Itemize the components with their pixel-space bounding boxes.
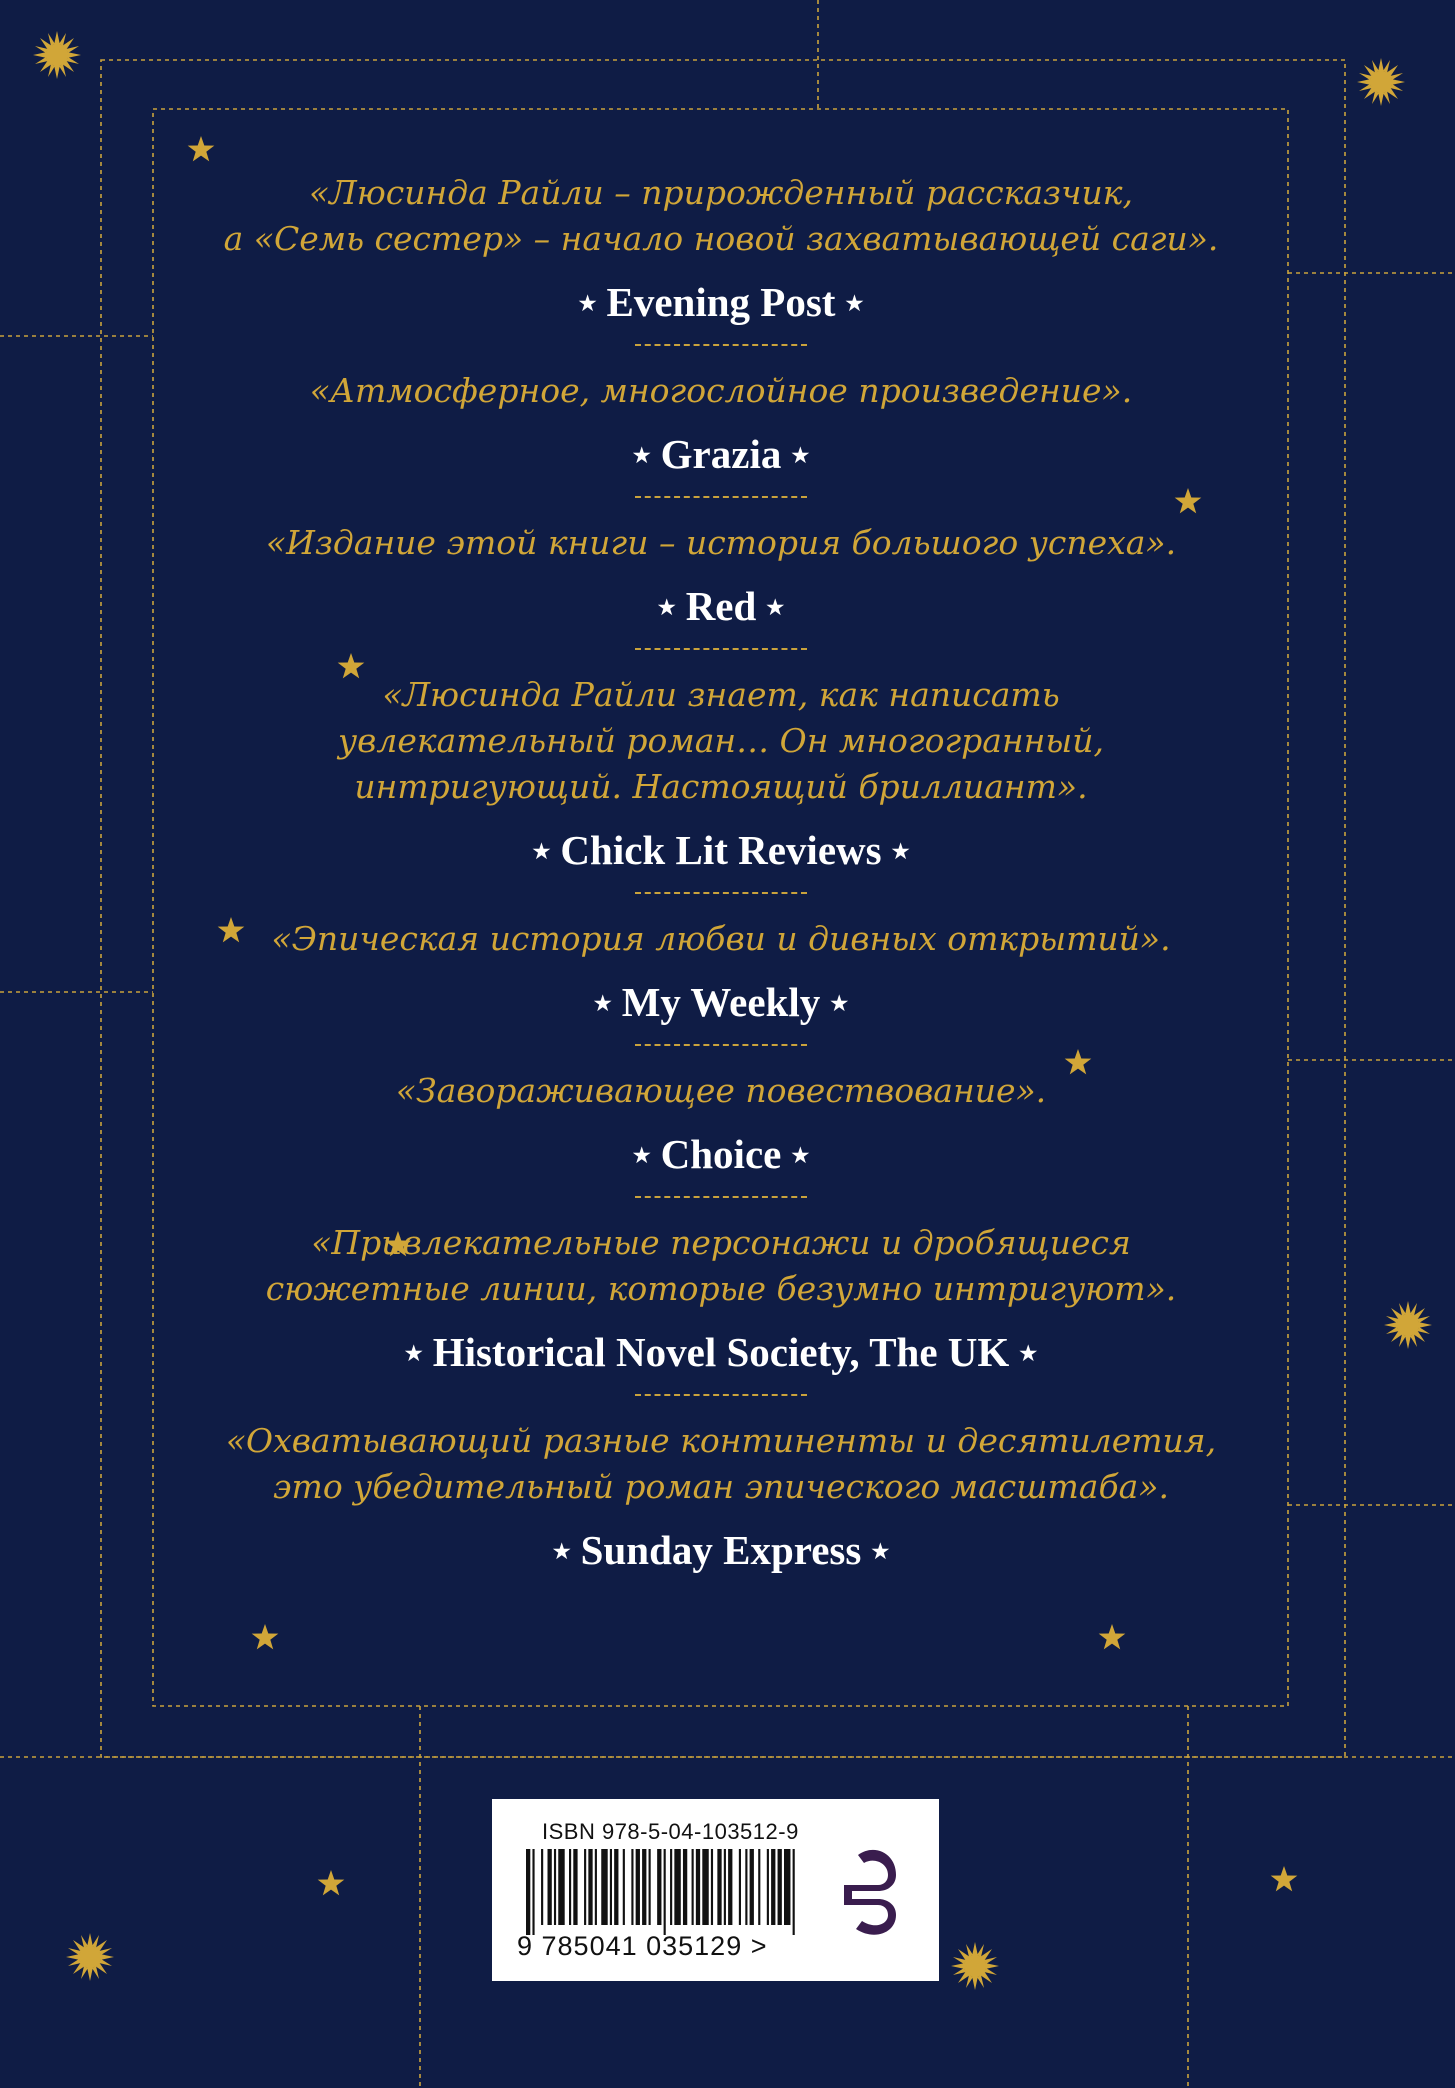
star-icon: ★ <box>766 597 785 619</box>
star-icon: ★ <box>1019 1343 1038 1365</box>
barcode-bar <box>601 1849 607 1925</box>
star-icon: ★ <box>552 1541 571 1563</box>
separator-line <box>635 1044 807 1046</box>
review-quote: «Привлекательные персонажи и дробящиеся сюжетные линии, которые безумно интригуют». <box>265 1223 1177 1308</box>
review-quote: «Люсинда Райли – прирожденный рассказчик, а «Семь сестер» – начало новой захватывающей саги». <box>223 173 1219 258</box>
barcode-bar <box>657 1849 661 1925</box>
separator-line <box>635 648 807 650</box>
review-quote: «Атмосферное, многослойное произведение». <box>309 371 1133 410</box>
barcode-bar <box>664 1849 666 1935</box>
barcode-bar <box>674 1849 680 1925</box>
star-icon: ★ <box>593 993 612 1015</box>
star-icon <box>1099 1624 1126 1649</box>
review-source: ★ Chick Lit Reviews ★ <box>532 827 910 873</box>
star-icon: ★ <box>657 597 676 619</box>
separator-line <box>635 344 807 346</box>
review-item <box>155 916 1287 1030</box>
barcode-bar <box>750 1849 754 1925</box>
review-item <box>155 520 1287 634</box>
barcode-bar <box>711 1849 713 1925</box>
isbn-text: ISBN 978-5-04-103512-9 <box>542 1819 799 1844</box>
sun-burst-icon <box>951 1942 999 1990</box>
barcode-bar <box>649 1849 651 1925</box>
review-source: ★ Red ★ <box>657 583 785 629</box>
review-source: ★ My Weekly ★ <box>593 979 849 1025</box>
review-item <box>155 1220 1287 1380</box>
review-quote: «Охватывающий разные континенты и десятилетия, это убедительный роман эпического масштаба». <box>225 1421 1217 1506</box>
review-quote: «Эпическая история любви и дивных открытий». <box>271 919 1171 958</box>
sun-burst-icon <box>1357 58 1405 106</box>
barcode-bar <box>526 1849 530 1935</box>
barcode-label <box>492 1799 939 1981</box>
barcode-bar <box>569 1849 571 1925</box>
star-icon: ★ <box>871 1541 890 1563</box>
star-icon: ★ <box>891 841 910 863</box>
sun-burst-icon <box>1384 1301 1432 1349</box>
star-icon: ★ <box>578 293 597 315</box>
review-quote: «Люсинда Райли знает, как написать увлекательный роман… Он многогранный, интригующий. Настоящий бриллиант». <box>337 675 1105 806</box>
barcode-bar <box>724 1849 726 1925</box>
eksmo-logo-icon <box>844 1841 900 1941</box>
review-source: ★ Choice ★ <box>632 1131 810 1177</box>
review-item <box>155 368 1287 482</box>
barcode-bar <box>573 1849 577 1925</box>
barcode-bar <box>670 1849 672 1925</box>
star-icon: ★ <box>830 993 849 1015</box>
review-item <box>155 1068 1287 1182</box>
barcode-bar <box>739 1849 741 1925</box>
barcode-bar <box>584 1849 586 1925</box>
barcode-bar <box>532 1849 534 1935</box>
barcode-bar <box>702 1849 708 1925</box>
star-icon: ★ <box>791 445 810 467</box>
separator-line <box>635 892 807 894</box>
barcode-bar <box>683 1849 687 1925</box>
barcode-bar <box>728 1849 732 1925</box>
star-icon <box>188 136 215 161</box>
barcode-bar <box>778 1849 782 1925</box>
star-icon <box>252 1624 279 1649</box>
barcode-bar <box>696 1849 700 1925</box>
star-icon: ★ <box>532 841 551 863</box>
star-icon: ★ <box>791 1145 810 1167</box>
review-source: ★ Grazia ★ <box>632 431 810 477</box>
barcode-bar <box>614 1849 618 1925</box>
review-quote: «Издание этой книги – история большого успеха». <box>265 523 1177 562</box>
review-item <box>155 672 1287 878</box>
barcode-bar <box>541 1849 543 1925</box>
barcode-bar <box>558 1849 564 1925</box>
barcode-bar <box>588 1849 592 1925</box>
barcode-bar <box>758 1849 760 1925</box>
review-quote: «Завораживающее повествование». <box>395 1071 1047 1110</box>
star-icon: ★ <box>845 293 864 315</box>
barcode-bar <box>745 1849 747 1925</box>
review-source: ★ Sunday Express ★ <box>552 1527 890 1573</box>
barcode-bar <box>623 1849 625 1925</box>
star-icon <box>318 1870 345 1895</box>
barcode-bar <box>784 1849 790 1925</box>
separator-line <box>635 1196 807 1198</box>
barcode-bar <box>642 1849 646 1925</box>
sun-burst-icon <box>33 31 81 79</box>
star-icon: ★ <box>632 1145 651 1167</box>
barcode-bar <box>548 1849 552 1925</box>
review-source: ★ Historical Novel Society, The UK ★ <box>404 1329 1038 1375</box>
barcode-bar <box>554 1849 556 1925</box>
review-source: ★ Evening Post ★ <box>578 279 864 325</box>
barcode-bar <box>692 1849 694 1925</box>
barcode-bar <box>636 1849 640 1925</box>
barcode-icon <box>526 1849 806 1935</box>
star-icon <box>1271 1866 1298 1891</box>
star-icon: ★ <box>632 445 651 467</box>
review-item <box>155 1418 1287 1578</box>
separator-line <box>635 496 807 498</box>
barcode-bar <box>771 1849 775 1925</box>
ean-digits: 9 785041 035129 > <box>517 1931 768 1961</box>
barcode-bar <box>631 1849 633 1925</box>
barcode-bar <box>610 1849 612 1925</box>
sun-burst-icon <box>66 1933 114 1981</box>
separator-line <box>635 1394 807 1396</box>
barcode-bar <box>717 1849 721 1925</box>
barcode-bar <box>793 1849 795 1935</box>
barcode-bar <box>767 1849 769 1925</box>
barcode-bar <box>595 1849 597 1925</box>
review-item <box>155 170 1287 330</box>
star-icon: ★ <box>404 1343 423 1365</box>
reviews-list <box>155 170 1287 1578</box>
